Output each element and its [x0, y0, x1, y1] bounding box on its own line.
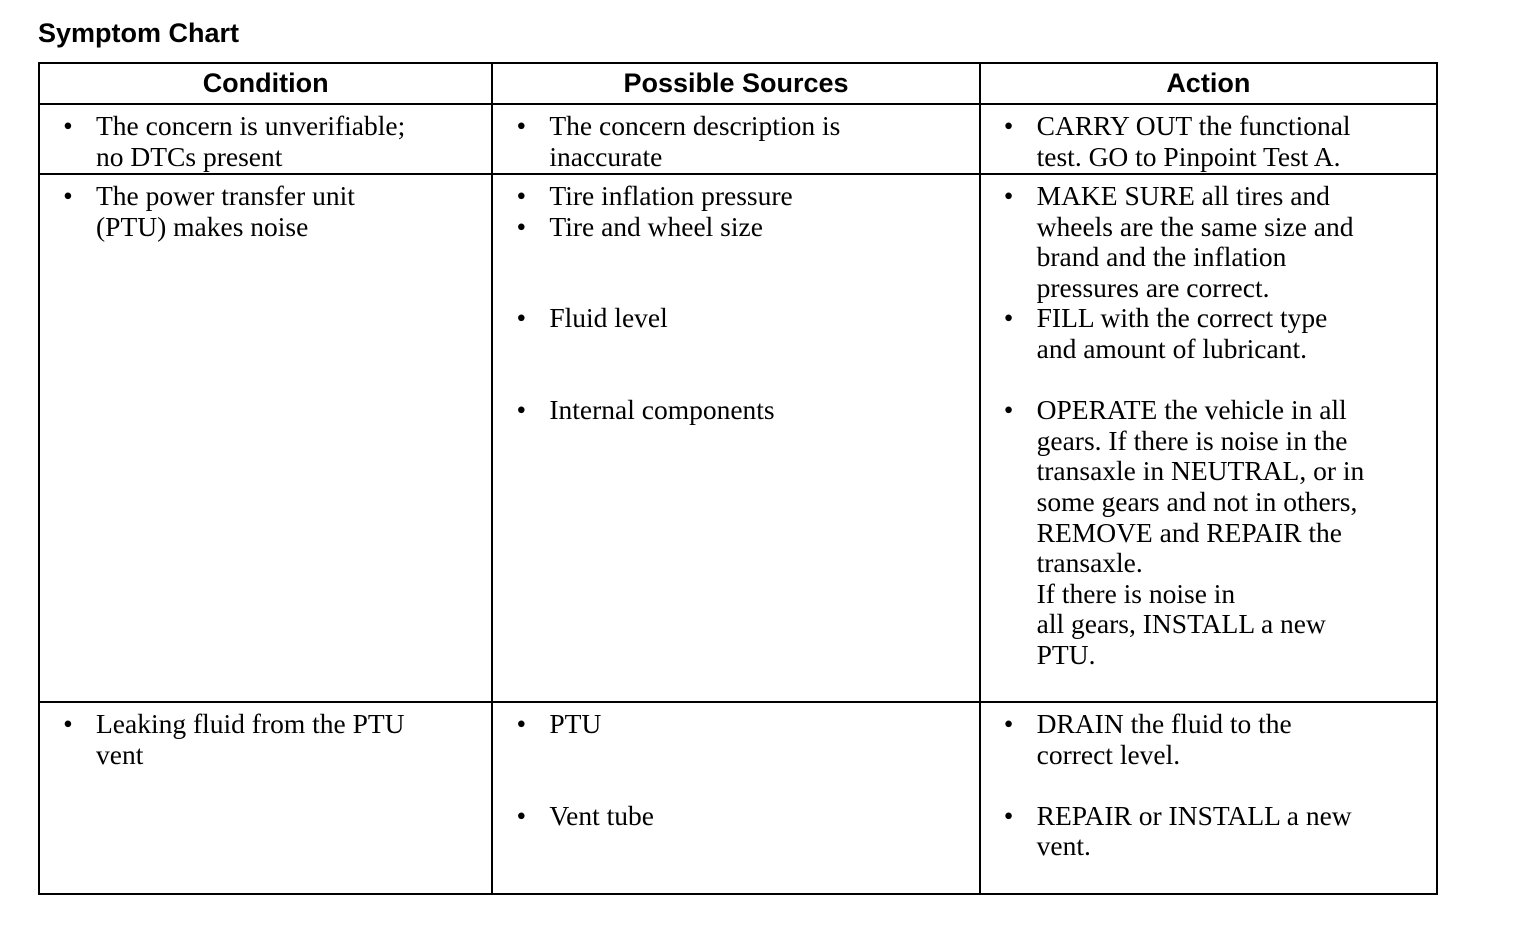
- bullet-icon: •: [63, 110, 73, 141]
- bullet-icon: •: [1003, 110, 1014, 141]
- source-text: Tire inflation pressure: [549, 180, 793, 211]
- header-condition: Condition: [39, 63, 492, 104]
- bullet-icon: •: [63, 708, 73, 739]
- source-text: Tire and wheel size: [549, 210, 763, 242]
- list-item: [981, 111, 1436, 172]
- action-text: MAKE SURE all tires and wheels are the same size and brand and the inflation pressures are correct.: [1036, 180, 1354, 303]
- header-possible-sources: Possible Sources: [492, 63, 979, 104]
- bullet-icon: •: [516, 210, 527, 242]
- bullet-icon: •: [516, 180, 527, 211]
- source-text: Internal components: [549, 394, 775, 426]
- symptom-table: [38, 62, 1438, 895]
- list-item: [493, 303, 978, 334]
- list-item: [981, 801, 1436, 862]
- list-item: [40, 111, 491, 172]
- table-row: [39, 174, 1437, 702]
- list-item: [981, 181, 1436, 303]
- source-text: The concern description is inaccurate: [549, 110, 841, 172]
- source-text: Vent tube: [549, 799, 654, 831]
- condition-text: The concern is unverifiable; no DTCs present: [96, 110, 406, 172]
- list-item: [493, 801, 978, 832]
- list-item: [981, 303, 1436, 364]
- table-row: [39, 104, 1437, 174]
- list-item: [493, 181, 978, 212]
- action-text: DRAIN the fluid to the correct level.: [1036, 708, 1292, 770]
- table-row: [39, 702, 1437, 894]
- bullet-icon: •: [516, 799, 527, 831]
- header-action: Action: [980, 63, 1437, 104]
- bullet-icon: •: [516, 394, 527, 426]
- action-text: OPERATE the vehicle in all gears. If there is noise in the transaxle in NEUTRAL, or in some gears and not in others, REMOVE and REPAIR the transaxle. If there is noise in all gears, INSTALL a new PTU.: [1036, 394, 1365, 670]
- bullet-icon: •: [516, 708, 527, 739]
- condition-text: The power transfer unit (PTU) makes noise: [96, 180, 355, 242]
- list-item: [493, 111, 978, 172]
- source-text: Fluid level: [549, 302, 668, 334]
- bullet-icon: •: [516, 302, 527, 334]
- action-text: CARRY OUT the functional test. GO to Pinpoint Test A.: [1036, 110, 1351, 172]
- condition-text: Leaking fluid from the PTU vent: [96, 708, 405, 770]
- bullet-icon: •: [1003, 799, 1014, 831]
- list-item: [981, 395, 1436, 670]
- bullet-icon: •: [63, 180, 73, 211]
- table-header-row: [39, 63, 1437, 104]
- bullet-icon: •: [1003, 302, 1014, 334]
- list-item: [40, 709, 491, 770]
- bullet-icon: •: [516, 110, 527, 141]
- list-item: [493, 212, 978, 243]
- bullet-icon: •: [1003, 394, 1014, 426]
- list-item: [40, 181, 491, 242]
- source-text: PTU: [549, 708, 602, 739]
- bullet-icon: •: [1003, 708, 1014, 739]
- action-text: REPAIR or INSTALL a new vent.: [1036, 799, 1352, 862]
- list-item: [493, 395, 978, 426]
- list-item: [981, 709, 1436, 770]
- bullet-icon: •: [1003, 180, 1014, 211]
- list-item: [493, 709, 978, 740]
- page-title: Symptom Chart: [38, 18, 240, 48]
- action-text: FILL with the correct type and amount of lubricant.: [1036, 302, 1328, 364]
